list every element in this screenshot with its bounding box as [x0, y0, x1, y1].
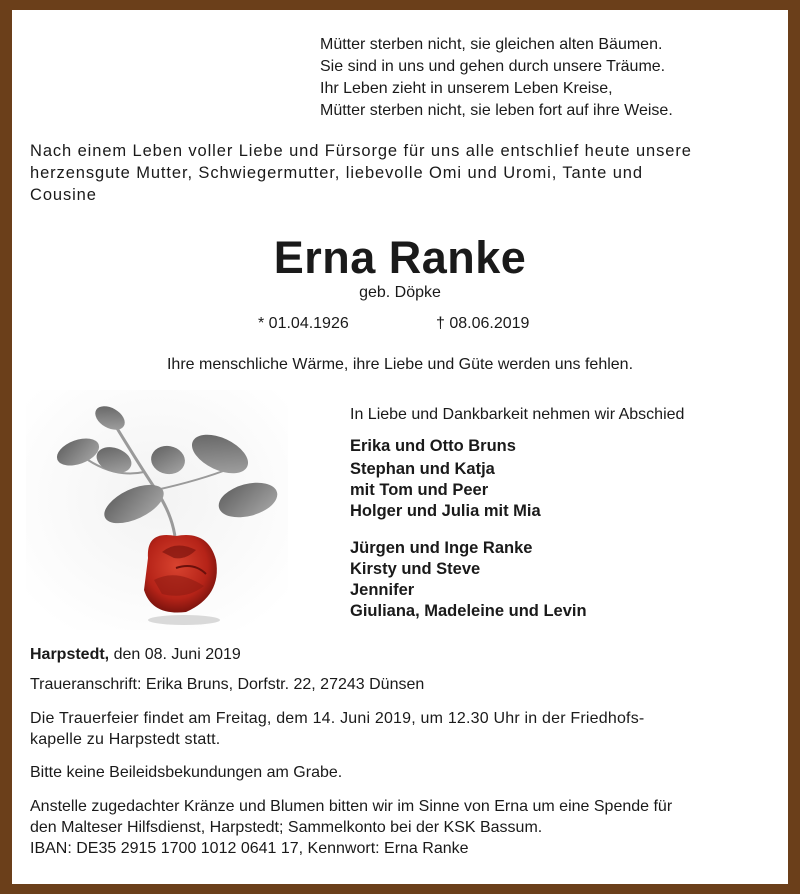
mourner-group [350, 459, 541, 522]
mourner-name: Jürgen und Inge Ranke [350, 539, 533, 557]
intro-text [30, 140, 770, 206]
farewell-line: In Liebe und Dankbarkeit nehmen wir Abschied [350, 406, 685, 423]
mourner-name: Erika und Otto Bruns [350, 437, 516, 455]
memorial-quote: Ihre menschliche Wärme, ihre Liebe und Güte werden uns fehlen. [166, 356, 634, 373]
mourner-name: Kirsty und Steve [350, 560, 481, 578]
place-city: Harpstedt, [30, 646, 110, 663]
intro-line: herzensgute Mutter, Schwiegermutter, liebevolle Omi und Uromi, Tante und [30, 164, 643, 182]
donation-info [30, 796, 672, 859]
poem-line: Mütter sterben nicht, sie leben fort auf ihre Weise. [320, 102, 673, 119]
mourner-name: Holger und Julia mit Mia [350, 502, 541, 520]
funeral-line: kapelle zu Harpstedt statt. [30, 731, 221, 748]
rose-image [26, 390, 288, 630]
funeral-info [30, 708, 742, 750]
mourner-name: Jennifer [350, 581, 415, 599]
mourner-name: Giuliana, Madeleine und Levin [350, 602, 587, 620]
intro-line: Cousine [30, 186, 97, 204]
donation-line: den Malteser Hilfsdienst, Harpstedt; Sammelkonto bei der KSK Bassum. [30, 819, 543, 836]
poem-line: Sie sind in uns und gehen durch unsere Träume. [320, 58, 666, 75]
death-date: † 08.06.2019 [436, 315, 530, 332]
poem-line: Ihr Leben zieht in unserem Leben Kreise, [320, 80, 613, 97]
mourner-group [350, 436, 516, 457]
poem [320, 34, 673, 122]
obituary-notice [12, 10, 788, 884]
maiden-name: geb. Döpke [359, 284, 441, 301]
intro-line: Nach einem Leben voller Liebe und Fürsorge für uns alle entschlief heute unsere [30, 142, 692, 160]
mourner-name: mit Tom und Peer [350, 481, 489, 499]
mourner-name: Stephan und Katja [350, 460, 495, 478]
no-condolences-note: Bitte keine Beileidsbekundungen am Grabe. [30, 764, 343, 781]
donation-line: Anstelle zugedachter Kränze und Blumen bitten wir im Sinne von Erna um eine Spende für [30, 798, 673, 815]
birth-date: * 01.04.1926 [258, 315, 349, 332]
donation-line: IBAN: DE35 2915 1700 1012 0641 17, Kennwort: Erna Ranke [30, 840, 469, 857]
mourner-group [350, 538, 587, 622]
place-date [30, 646, 241, 664]
poem-line: Mütter sterben nicht, sie gleichen alten Bäumen. [320, 36, 663, 53]
mourning-address: Traueranschrift: Erika Bruns, Dorfstr. 22, 27243 Dünsen [30, 676, 425, 693]
funeral-line: Die Trauerfeier findet am Freitag, dem 14. Juni 2019, um 12.30 Uhr in der Friedhofs- [30, 710, 645, 727]
place-date-text: den 08. Juni 2019 [113, 646, 241, 663]
deceased-name: Erna Ranke [273, 232, 527, 283]
